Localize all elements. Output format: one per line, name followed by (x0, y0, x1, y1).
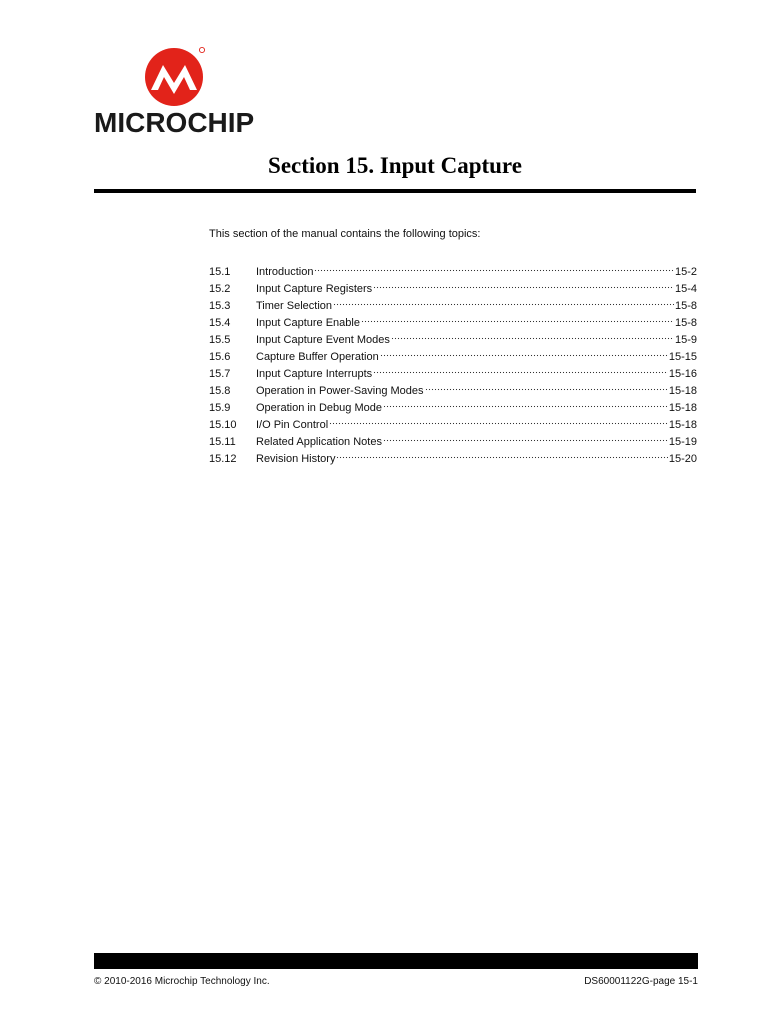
toc-dot-leader (383, 438, 668, 442)
toc-entry[interactable] (209, 418, 697, 435)
toc-dot-leader (333, 302, 674, 306)
toc-entry-title[interactable]: Related Application Notes (256, 436, 382, 448)
microchip-logo-icon (144, 46, 206, 108)
toc-entry-page[interactable]: 15-4 (674, 283, 697, 295)
toc-entry[interactable] (209, 299, 697, 316)
intro-text: This section of the manual contains the following topics: (209, 228, 481, 240)
toc-entry-title[interactable]: Input Capture Registers (256, 283, 373, 295)
toc-dot-leader (329, 421, 668, 425)
toc-entry[interactable] (209, 333, 697, 350)
toc-entry-number: 15.2 (209, 283, 231, 295)
toc-entry[interactable] (209, 282, 697, 299)
toc-entry-page[interactable]: 15-2 (674, 266, 697, 278)
toc-entry-title[interactable]: Capture Buffer Operation (256, 351, 379, 363)
toc-entry[interactable] (209, 384, 697, 401)
toc-entry[interactable] (209, 401, 697, 418)
logo-wordmark (94, 109, 254, 137)
toc-entry-title[interactable]: Input Capture Enable (256, 317, 360, 329)
toc-entry[interactable] (209, 350, 697, 367)
toc-dot-leader (373, 285, 674, 289)
toc-dot-leader (373, 370, 668, 374)
toc-entry-title[interactable]: Revision History (256, 453, 336, 465)
toc-dot-leader (361, 319, 674, 323)
toc-entry-number: 15.3 (209, 300, 231, 312)
footer-copyright: © 2010-2016 Microchip Technology Inc. (94, 976, 270, 987)
toc-entry[interactable] (209, 265, 697, 282)
toc-entry-number: 15.8 (209, 385, 231, 397)
toc-entry-title[interactable]: Operation in Power-Saving Modes (256, 385, 424, 397)
toc-dot-leader (383, 404, 668, 408)
toc-entry-number: 15.9 (209, 402, 231, 414)
page-title: Section 15. Input Capture (268, 153, 522, 178)
toc-entry-number: 15.4 (209, 317, 231, 329)
toc-entry-page[interactable]: 15-15 (668, 351, 697, 363)
table-of-contents (209, 265, 697, 469)
title-divider (94, 189, 696, 193)
toc-entry-page[interactable]: 15-8 (674, 300, 697, 312)
microchip-logo (94, 46, 258, 140)
toc-entry[interactable] (209, 452, 697, 469)
toc-entry-number: 15.11 (209, 436, 236, 448)
toc-entry-title[interactable]: Operation in Debug Mode (256, 402, 382, 414)
toc-entry-number: 15.1 (209, 266, 231, 278)
toc-entry-page[interactable]: 15-16 (668, 368, 697, 380)
toc-entry-number: 15.10 (209, 419, 237, 431)
toc-entry-title[interactable]: I/O Pin Control (256, 419, 329, 431)
toc-dot-leader (391, 336, 674, 340)
toc-entry-title[interactable]: Timer Selection (256, 300, 333, 312)
logo-wordmark-text: MICROCHIP (94, 107, 255, 138)
toc-dot-leader (336, 455, 667, 459)
toc-entry-page[interactable]: 15-18 (668, 402, 697, 414)
toc-entry[interactable] (209, 435, 697, 452)
toc-dot-leader (425, 387, 668, 391)
toc-entry-number: 15.12 (209, 453, 237, 465)
toc-entry-page[interactable]: 15-9 (674, 334, 697, 346)
toc-entry-number: 15.7 (209, 368, 231, 380)
toc-entry-title[interactable]: Input Capture Event Modes (256, 334, 390, 346)
footer-bar (94, 953, 698, 969)
toc-entry-page[interactable]: 15-18 (668, 419, 697, 431)
footer-doc-page: DS60001122G-page 15-1 (584, 976, 698, 987)
toc-entry-page[interactable]: 15-19 (668, 436, 697, 448)
toc-entry-page[interactable]: 15-20 (668, 453, 697, 465)
toc-entry[interactable] (209, 316, 697, 333)
toc-dot-leader (380, 353, 668, 357)
toc-entry-page[interactable]: 15-8 (674, 317, 697, 329)
toc-entry-number: 15.5 (209, 334, 231, 346)
toc-entry-title[interactable]: Input Capture Interrupts (256, 368, 373, 380)
toc-dot-leader (314, 268, 673, 272)
toc-entry[interactable] (209, 367, 697, 384)
toc-entry-page[interactable]: 15-18 (668, 385, 697, 397)
toc-entry-number: 15.6 (209, 351, 231, 363)
toc-entry-title[interactable]: Introduction (256, 266, 314, 278)
